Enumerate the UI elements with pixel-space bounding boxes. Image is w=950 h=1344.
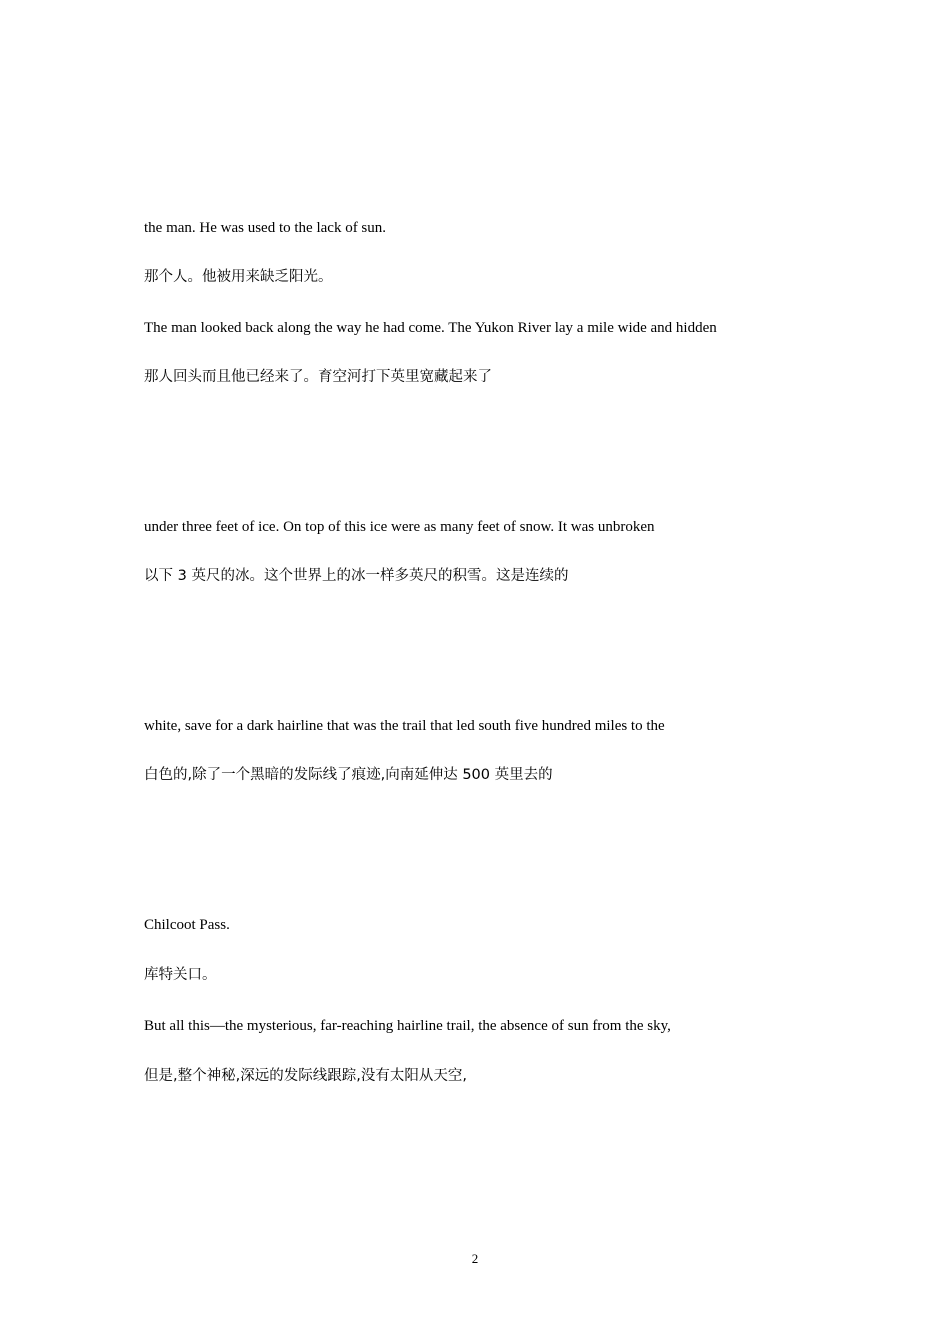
english-line-1: the man. He was used to the lack of sun. [144, 220, 387, 236]
chinese-line-6: 但是,整个神秘,深远的发际线跟踪,没有太阳从天空, [144, 1068, 467, 1084]
chinese-line-3: 以下 3 英尺的冰。这个世界上的冰一样多英尺的积雪。这是连续的 [144, 568, 569, 584]
english-line-2: The man looked back along the way he had come. The Yukon River lay a mile wide and hidden [144, 320, 717, 336]
english-line-3: under three feet of ice. On top of this ice were as many feet of snow. It was unbroken [144, 519, 655, 535]
chinese-line-4: 白色的,除了一个黑暗的发际线了痕迹,向南延伸达 500 英里去的 [144, 767, 553, 783]
english-line-5: Chilcoot Pass. [144, 917, 230, 933]
english-line-4: white, save for a dark hairline that was the trail that led south five hundred miles to the [144, 718, 665, 734]
chinese-line-1: 那个人。他被用来缺乏阳光。 [144, 269, 333, 285]
english-line-6: But all this—the mysterious, far-reaching hairline trail, the absence of sun from the sky, [144, 1018, 671, 1034]
page-number: 2 [471, 1251, 479, 1266]
chinese-line-5: 库特关口。 [144, 967, 217, 983]
chinese-line-2: 那人回头而且他已经来了。育空河打下英里宽藏起来了 [144, 369, 492, 385]
